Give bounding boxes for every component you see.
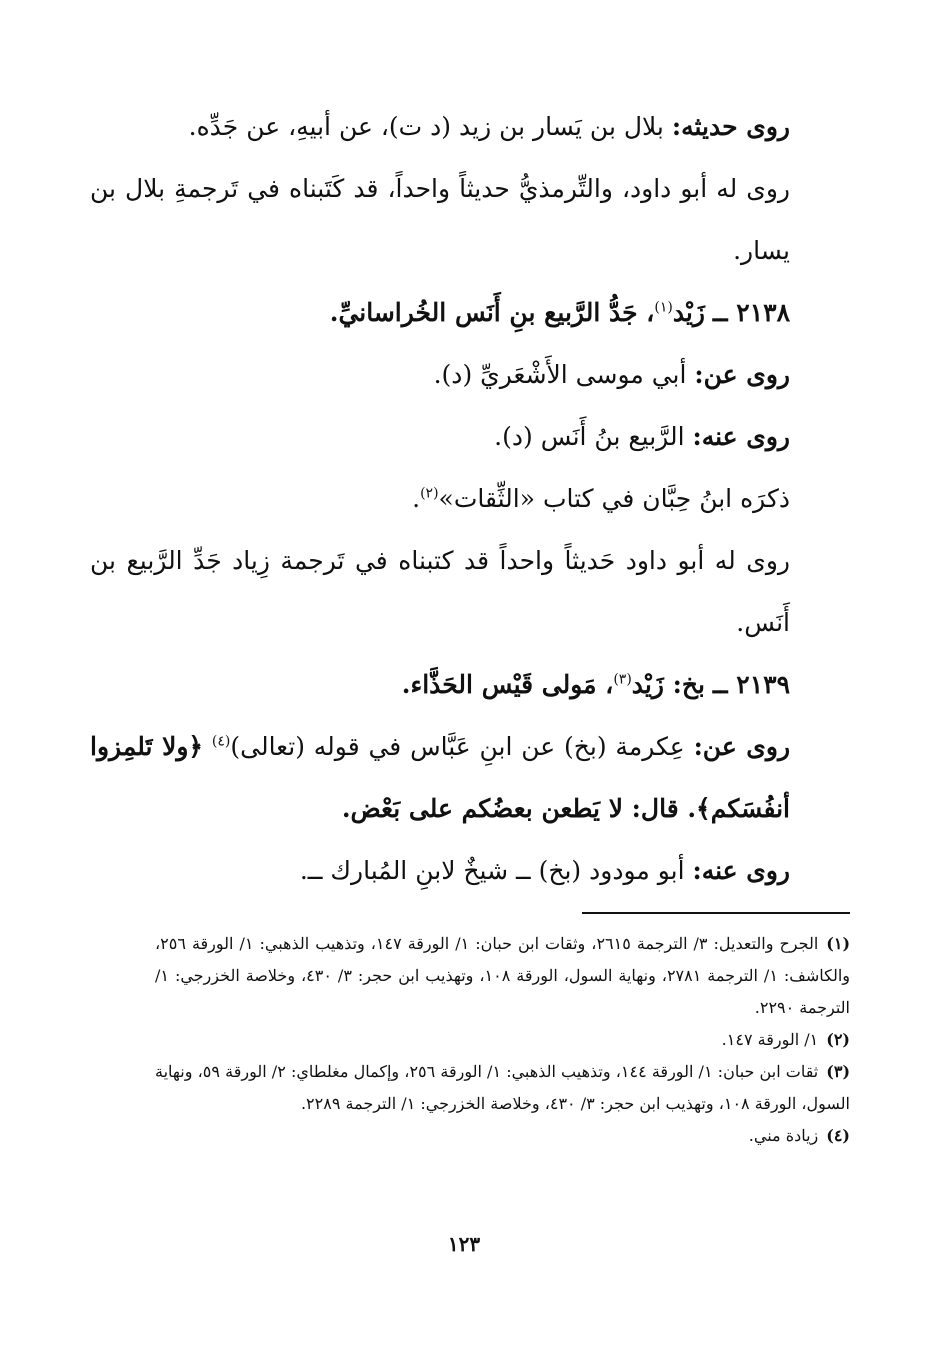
label-rawa-an: روى عن:: [694, 360, 790, 389]
main-text: [90, 96, 790, 902]
entry-2139-by-text: أبو مودود (بخ) ــ شيخٌ لابنِ المُبارك ــ.: [299, 856, 685, 885]
footnote-ref-1: (١): [654, 299, 673, 316]
entry-2138-heading: [90, 282, 790, 344]
entry-2139-heading: [90, 654, 790, 716]
entry-2138-desc: ، جَدُّ الرَّبيع بنِ أَنَس الخُراسانيِّ.: [329, 298, 655, 327]
footnote-2: [155, 1024, 850, 1056]
footnote-ref-4: (٤): [211, 733, 231, 750]
footnotes: [155, 928, 850, 1152]
entry-2138-from-text: أبي موسى الأَشْعَريِّ (د).: [433, 360, 687, 389]
text-chain: بلال بن يَسار بن زيد (د ت)، عن أبيهِ، عن جَدِّه.: [188, 112, 664, 141]
entry-2138-name: زَيْد: [672, 298, 705, 327]
entry-2139-from-text: عِكرمة (بخ) عن ابنِ عَبَّاس في قوله (تعالى): [230, 732, 685, 761]
footnote-text: الجرح والتعديل: ٣/ الترجمة ٢٦١٥، وثقات ابن حبان: ١/ الورقة ١٤٧، وتذهيب الذهبي: ١/ الورقة ٢٥٦، والكاشف: ١/ الترجمة ٢٧٨١، ونهاية السول، الورقة ١٠٨، وتهذيب ابن حجر: ٣/ ٤٣٠، وخلاصة الخزرجي: ١/ الترجمة ٢٢٩٠.: [155, 934, 850, 1017]
paragraph-narration: روى له أبو داود، والتِّرمذيُّ حديثاً واحداً، قد كَتَبناه في تَرجمةِ بلال بن يسار.: [90, 174, 790, 265]
entry-2138-note: [90, 468, 790, 530]
footnote-ref-2: (٢): [420, 485, 439, 502]
entry-2138-from: [90, 344, 790, 406]
footnote-text: زيادة مني.: [748, 1126, 819, 1145]
footnote-text: ثقات ابن حبان: ١/ الورقة ١٤٤، وتذهيب الذهبي: ١/ الورقة ٢٥٦، وإكمال مغلطاي: ٢/ الورقة ٥٩، ونهاية السول، الورقة ١٠٨، وتهذيب ابن حجر: ٣/ ٤٣٠، وخلاصة الخزرجي: ١/ الترجمة ٢٢٨٩.: [155, 1062, 850, 1113]
entry-2138-note-text: ذكرَه ابنُ حِبَّان في كتاب «الثِّقات»: [438, 484, 790, 513]
footnote-text: ١/ الورقة ١٤٧.: [721, 1030, 819, 1049]
entry-2139-desc: ، مَولى قَيْس الحَذَّاء.: [401, 670, 614, 699]
footnote-number: (٣): [826, 1062, 851, 1081]
footnote-number: (٢): [826, 1030, 850, 1049]
entry-2138-note-end: .: [412, 484, 421, 513]
label-rawa-an-2: روى عن:: [693, 732, 791, 761]
footnote-4: [155, 1120, 850, 1152]
footnote-1: [155, 928, 850, 1024]
footnote-number: (٤): [826, 1126, 850, 1145]
label-rawa-anhu: روى عنه:: [692, 422, 790, 451]
entry-2139-name: بخ: زَيْد: [631, 670, 705, 699]
entry-2138-by: [90, 406, 790, 468]
entry-2138-narration: روى له أبو داود حَديثاً واحداً قد كتبناه في تَرجمة زِياد جَدِّ الرَّبيع بن أَنَس.: [90, 546, 790, 637]
page-number: ١٢٣: [447, 1232, 481, 1256]
entry-2139-by: [90, 840, 790, 902]
entry-2138-by-text: الرَّبيع بنُ أَنَس (د).: [494, 422, 685, 451]
paragraph-hadith-chain: [90, 96, 790, 158]
footnote-number: (١): [826, 934, 851, 953]
entry-number-2138: ٢١٣٨ ــ: [712, 298, 790, 327]
footnote-3: [155, 1056, 850, 1120]
entry-number-2139: ٢١٣٩ ــ: [712, 670, 790, 699]
label-rawa-hadithahu: روى حديثه:: [671, 112, 790, 141]
label-rawa-anhu-2: روى عنه:: [692, 856, 790, 885]
entry-2139-from: [90, 716, 790, 840]
footnote-divider: [582, 912, 850, 914]
footnote-ref-3: (٣): [613, 671, 632, 688]
quran-quote: ﴿ولا تَلمِزوا أنفُسَكم﴾. قال: لا يَطعن بعضُكم على بَعْض.: [90, 732, 790, 823]
